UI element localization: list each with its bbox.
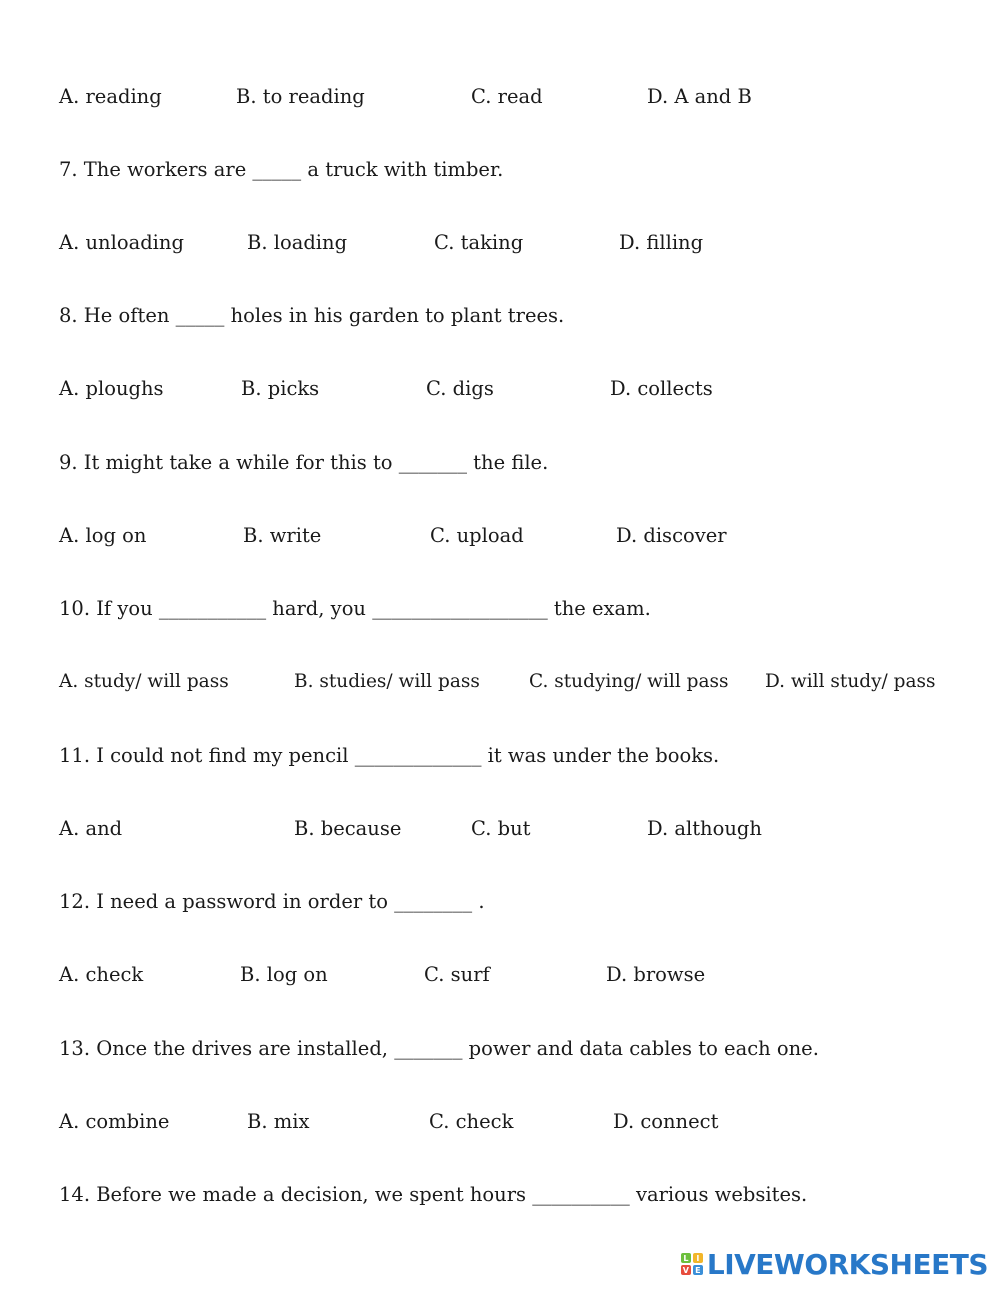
option-a: A. check <box>59 963 144 986</box>
question-8-options <box>0 374 1000 404</box>
option-a: A. log on <box>59 524 147 547</box>
question-text: 12. I need a password in order to ________ . <box>59 890 485 913</box>
option-d: D. browse <box>606 963 706 986</box>
option-d: D. although <box>647 817 762 840</box>
option-d: D. collects <box>610 377 713 400</box>
question-12-options <box>0 960 1000 990</box>
question-8 <box>0 301 1000 331</box>
question-text: 11. I could not find my pencil _____________ it was under the books. <box>59 744 720 767</box>
question-6-options <box>0 82 1000 112</box>
question-text: 8. He often _____ holes in his garden to plant trees. <box>59 304 565 327</box>
option-b: B. write <box>243 524 322 547</box>
option-c: C. digs <box>426 377 494 400</box>
option-d: D. discover <box>616 524 727 547</box>
question-10 <box>0 594 1000 624</box>
option-a: A. and <box>59 817 123 840</box>
logo-text: LIVEWORKSHEETS <box>706 1247 988 1281</box>
option-d: D. will study/ pass <box>765 671 936 692</box>
question-7-options <box>0 228 1000 258</box>
option-a: A. combine <box>59 1110 170 1133</box>
option-b: B. studies/ will pass <box>294 671 480 692</box>
question-text: 10. If you ___________ hard, you __________________ the exam. <box>59 597 651 620</box>
option-b: B. loading <box>247 231 348 254</box>
option-c: C. surf <box>424 963 490 986</box>
option-c: C. check <box>429 1110 514 1133</box>
question-text: 7. The workers are _____ a truck with timber. <box>59 158 504 181</box>
question-11-options <box>0 814 1000 844</box>
option-d: D. A and B <box>647 85 752 108</box>
question-13 <box>0 1034 1000 1064</box>
option-b: B. log on <box>240 963 328 986</box>
option-b: B. to reading <box>236 85 365 108</box>
liveworksheets-logo <box>681 1246 988 1282</box>
option-a: A. study/ will pass <box>59 671 229 692</box>
logo-mark-tile: I <box>693 1253 703 1263</box>
option-a: A. reading <box>59 85 162 108</box>
logo-mark-tile: V <box>682 1265 689 1275</box>
option-c: C. taking <box>434 231 524 254</box>
question-9 <box>0 448 1000 478</box>
option-d: D. connect <box>613 1110 719 1133</box>
question-11 <box>0 741 1000 771</box>
option-b: B. picks <box>241 377 320 400</box>
question-14 <box>0 1180 1000 1210</box>
logo-mark-tile: L <box>681 1253 691 1263</box>
option-c: C. but <box>471 817 531 840</box>
option-c: C. upload <box>430 524 524 547</box>
logo-mark-tile: E <box>693 1265 703 1275</box>
question-text: 14. Before we made a decision, we spent hours __________ various websites. <box>59 1183 808 1206</box>
liveworksheets-logo-icon <box>681 1253 703 1275</box>
option-a: A. ploughs <box>59 377 164 400</box>
question-10-options <box>0 667 1000 697</box>
option-c: C. read <box>471 85 543 108</box>
option-d: D. filling <box>619 231 704 254</box>
question-text: 13. Once the drives are installed, _______ power and data cables to each one. <box>59 1037 819 1060</box>
option-c: C. studying/ will pass <box>529 671 729 692</box>
option-b: B. because <box>294 817 402 840</box>
option-a: A. unloading <box>59 231 184 254</box>
question-text: 9. It might take a while for this to _______ the file. <box>59 451 549 474</box>
question-9-options <box>0 521 1000 551</box>
question-12 <box>0 887 1000 917</box>
option-b: B. mix <box>247 1110 310 1133</box>
question-7 <box>0 155 1000 185</box>
question-13-options <box>0 1107 1000 1137</box>
